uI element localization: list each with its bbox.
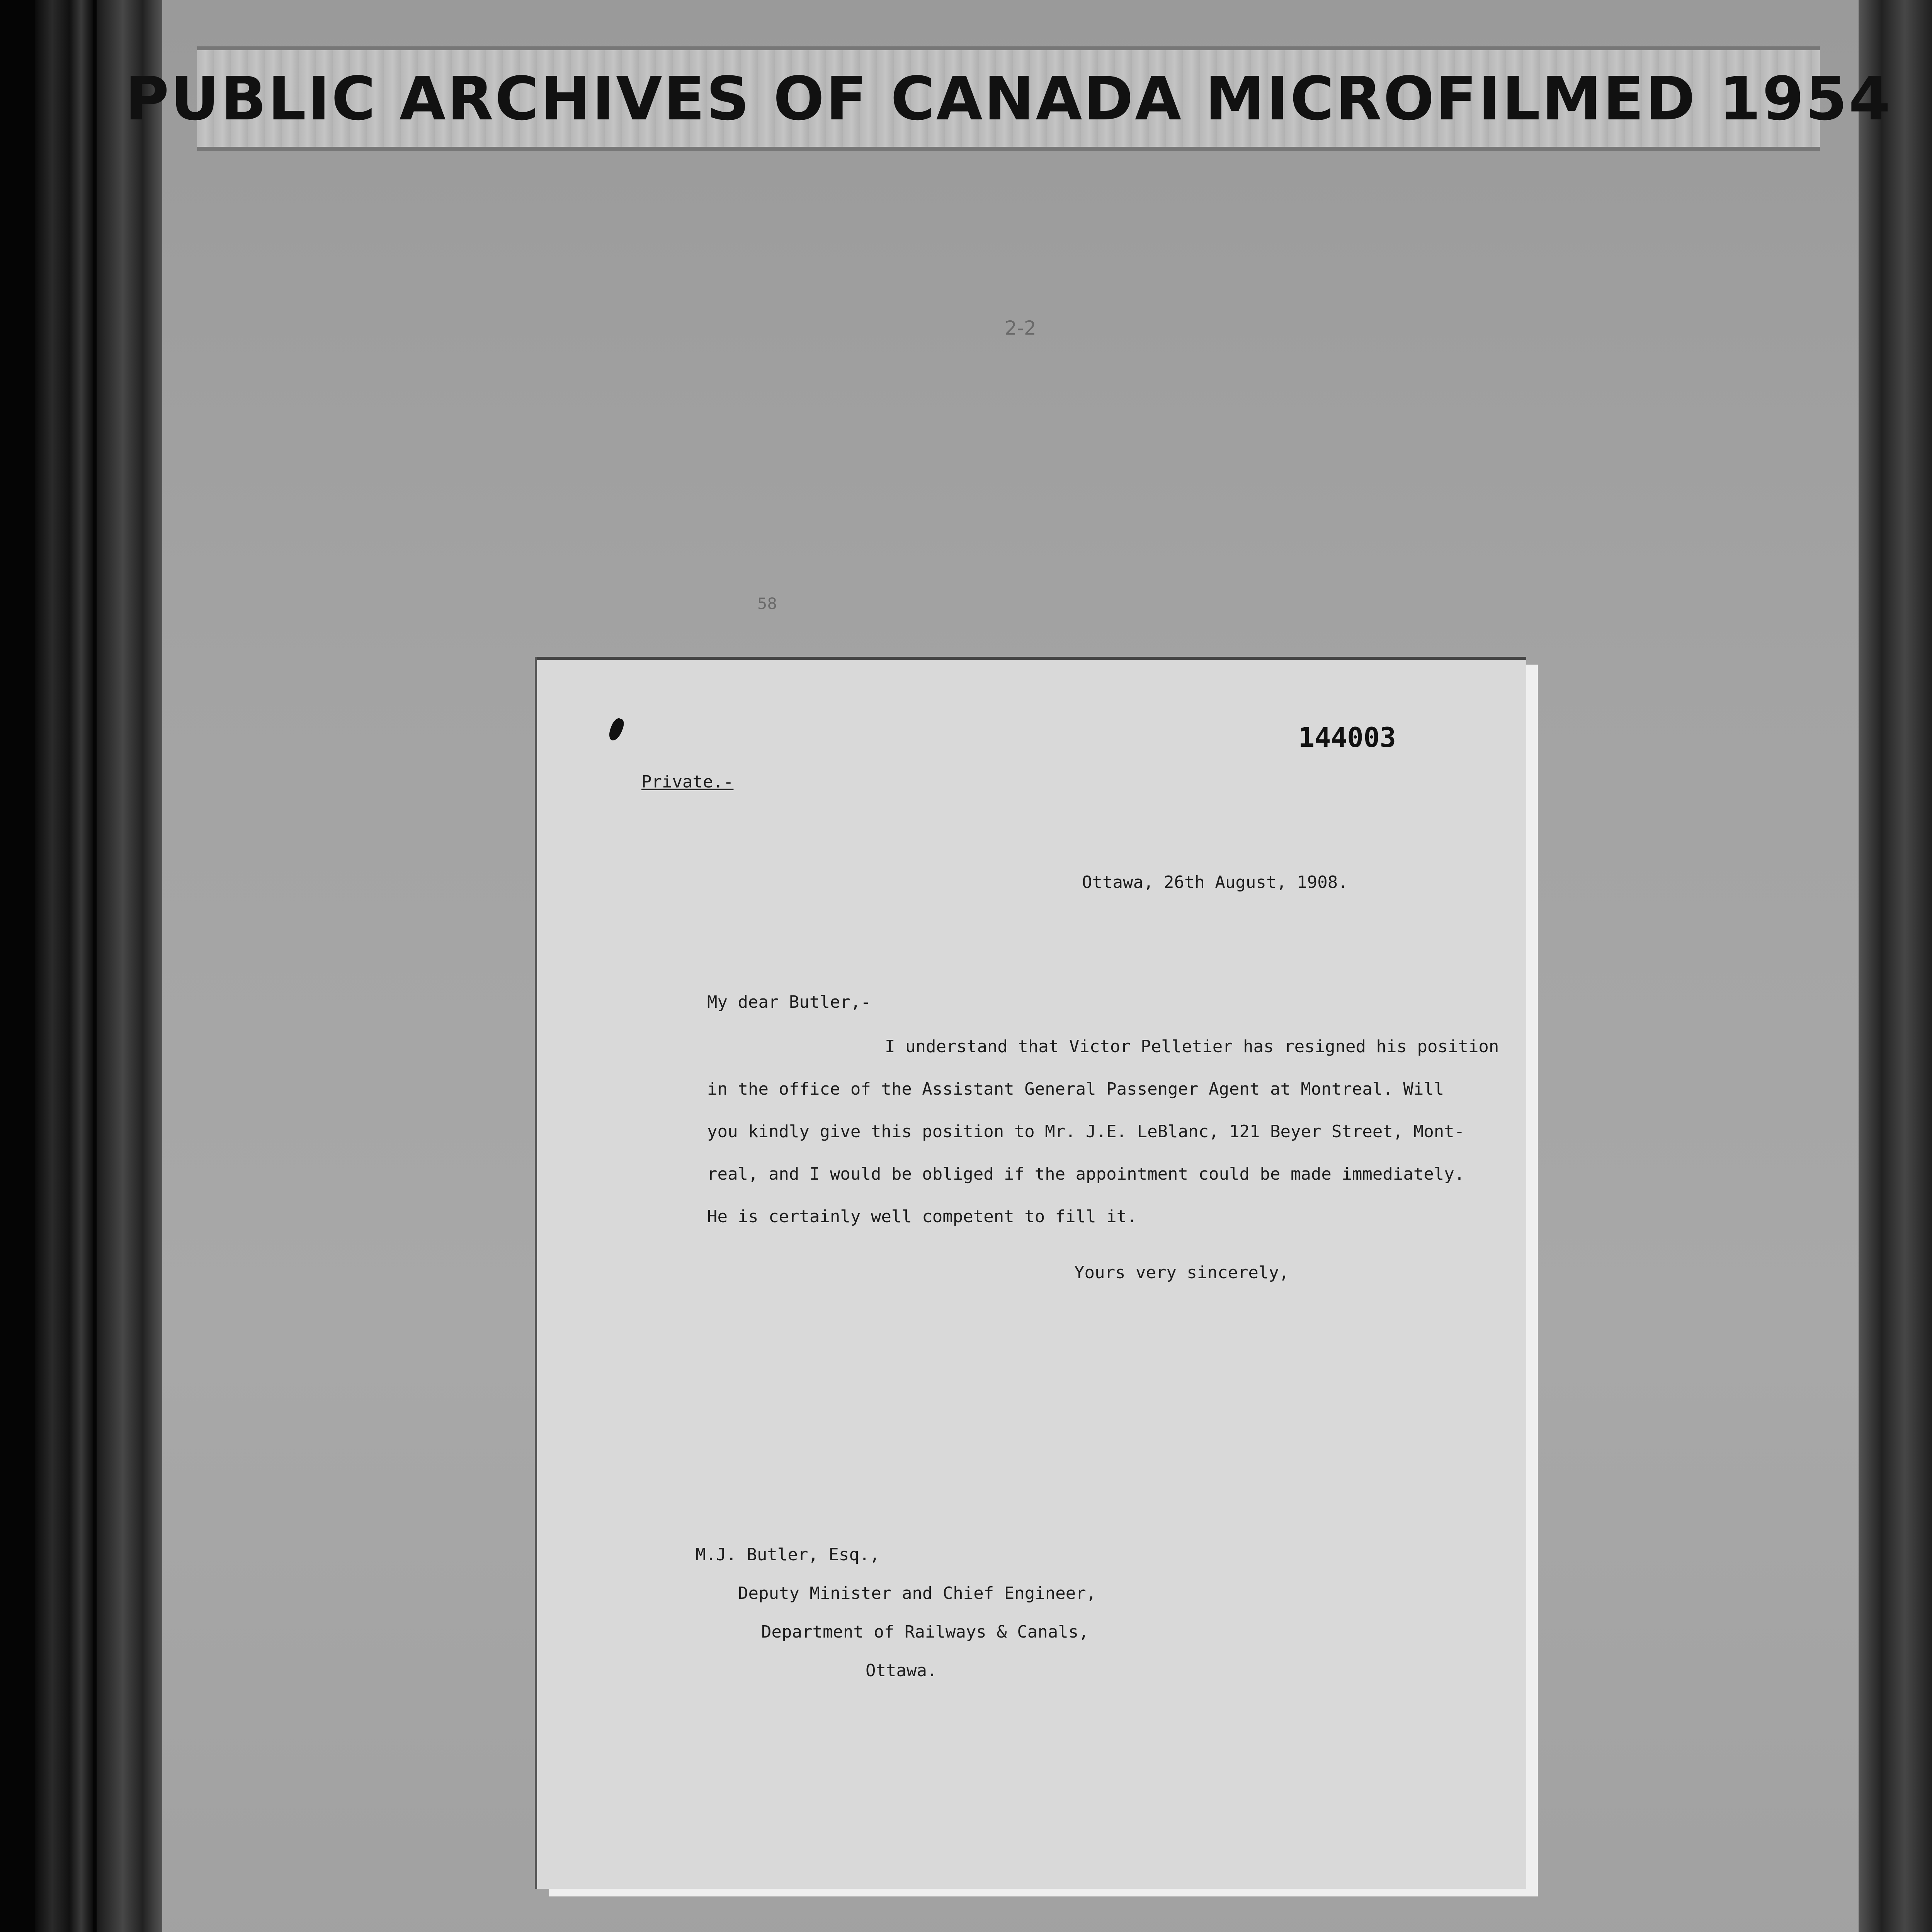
pencil-mark-upper: 58 <box>757 595 777 613</box>
private-marking: Private.- <box>641 772 734 792</box>
body-line-1: I understand that Victor Pelletier has resigned his position <box>885 1037 1499 1056</box>
addressee-line-3: Department of Railways & Canals, <box>761 1622 1089 1642</box>
addressee-line-2: Deputy Minister and Chief Engineer, <box>738 1583 1097 1603</box>
film-edge-left-inner <box>97 0 162 1932</box>
film-edge-right-inner <box>1859 0 1932 1932</box>
dateline: Ottawa, 26th August, 1908. <box>1082 872 1348 892</box>
addressee-line-4: Ottawa. <box>866 1661 937 1680</box>
addressee-line-1: M.J. Butler, Esq., <box>696 1545 880 1565</box>
salutation: My dear Butler,- <box>707 992 871 1012</box>
body-line-4: real, and I would be obliged if the appointment could be made immediately. <box>707 1164 1465 1184</box>
closing: Yours very sincerely, <box>1074 1263 1289 1282</box>
archive-header-text: PUBLIC ARCHIVES OF CANADA MICROFILMED 1954 <box>125 63 1892 134</box>
ink-spot <box>607 717 626 743</box>
letter-page <box>537 657 1526 1889</box>
archive-header-label <box>125 46 1892 151</box>
body-line-2: in the office of the Assistant General Passenger Agent at Montreal. Will <box>707 1079 1444 1099</box>
document-number: 144003 <box>1298 722 1396 753</box>
body-line-3: you kindly give this position to Mr. J.E. LeBlanc, 121 Beyer Street, Mont- <box>707 1122 1465 1141</box>
pencil-mark-top: 2-2 <box>1005 317 1036 339</box>
body-line-5: He is certainly well competent to fill it. <box>707 1207 1137 1226</box>
film-edge-left-outer <box>35 0 93 1932</box>
